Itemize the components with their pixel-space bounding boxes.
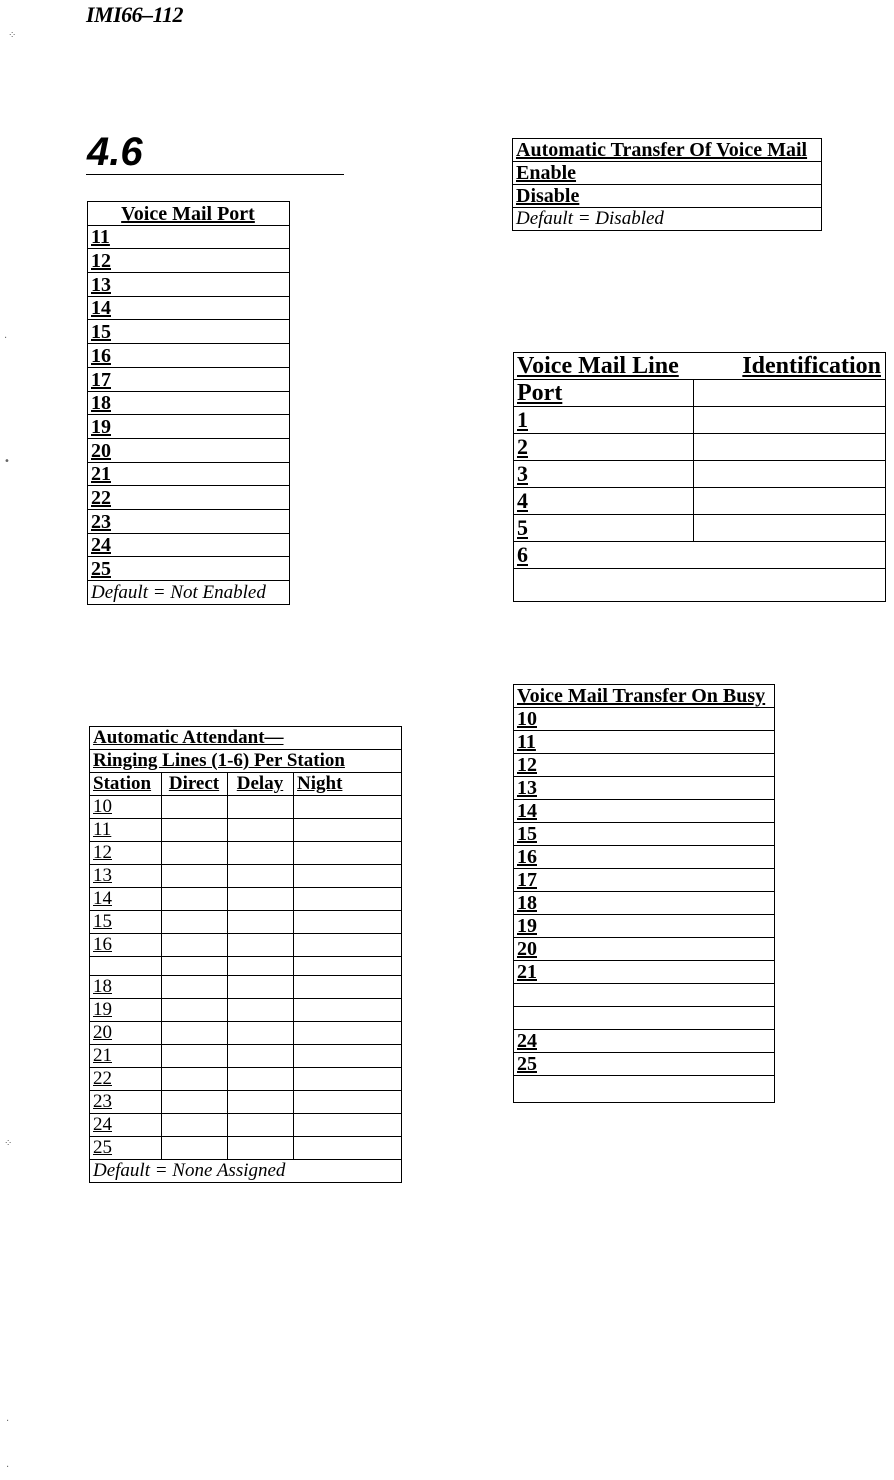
transfer-on-busy-row[interactable]: 17 [514, 869, 775, 892]
port-cell: 2 [514, 434, 694, 461]
automatic-attendant-subtitle: Ringing Lines (1-6) Per Station [90, 750, 402, 773]
table-row [90, 934, 402, 957]
transfer-on-busy-row[interactable]: 15 [514, 823, 775, 846]
station-cell: 24 [90, 1114, 162, 1137]
voice-mail-port-row[interactable]: 21 [88, 462, 290, 486]
auto-transfer-voice-mail-table [512, 138, 822, 231]
port-cell: 1 [514, 407, 694, 434]
station-cell: 12 [90, 842, 162, 865]
delay-cell[interactable] [228, 865, 294, 888]
section-divider [86, 174, 344, 175]
table-row [90, 1091, 402, 1114]
table-row [90, 796, 402, 819]
night-cell[interactable] [294, 1045, 402, 1068]
night-cell[interactable] [294, 1114, 402, 1137]
station-cell: 10 [90, 796, 162, 819]
direct-cell[interactable] [162, 957, 228, 976]
transfer-on-busy-row[interactable] [514, 1076, 775, 1103]
voice-mail-port-row[interactable]: 15 [88, 320, 290, 344]
station-cell: 15 [90, 911, 162, 934]
table-row [90, 819, 402, 842]
station-cell: 22 [90, 1068, 162, 1091]
column-header-port: Port [514, 380, 694, 407]
station-cell: 18 [90, 976, 162, 999]
table-row [90, 888, 402, 911]
night-cell[interactable] [294, 1068, 402, 1091]
voice-mail-port-row[interactable]: 20 [88, 438, 290, 462]
direct-cell[interactable] [162, 976, 228, 999]
column-header-direct: Direct [162, 773, 228, 796]
direct-cell[interactable] [162, 1022, 228, 1045]
transfer-on-busy-row[interactable]: 13 [514, 777, 775, 800]
identification-cell[interactable] [694, 461, 886, 488]
voice-mail-port-row[interactable]: 25 [88, 557, 290, 581]
direct-cell[interactable] [162, 842, 228, 865]
delay-cell[interactable] [228, 957, 294, 976]
port-cell: 5 [514, 515, 694, 542]
voice-mail-port-table [87, 201, 290, 605]
night-cell[interactable] [294, 1022, 402, 1045]
direct-cell[interactable] [162, 865, 228, 888]
station-cell: 25 [90, 1137, 162, 1160]
transfer-on-busy-row[interactable]: 18 [514, 892, 775, 915]
table-row [90, 1022, 402, 1045]
port-cell: 6 [514, 542, 886, 569]
night-cell[interactable] [294, 1091, 402, 1114]
transfer-on-busy-row[interactable]: 25 [514, 1053, 775, 1076]
delay-cell[interactable] [228, 911, 294, 934]
direct-cell[interactable] [162, 1068, 228, 1091]
transfer-on-busy-row[interactable]: 14 [514, 800, 775, 823]
voice-mail-line-title: Voice Mail Line [514, 353, 694, 380]
station-cell: 19 [90, 999, 162, 1022]
column-header-station: Station [90, 773, 162, 796]
voice-mail-port-row[interactable]: 19 [88, 415, 290, 439]
station-cell: 16 [90, 934, 162, 957]
blank-row [514, 569, 886, 602]
column-header-night: Night [294, 773, 402, 796]
delay-cell[interactable] [228, 999, 294, 1022]
direct-cell[interactable] [162, 796, 228, 819]
voice-mail-port-row[interactable]: 24 [88, 533, 290, 557]
disable-option[interactable]: Disable [513, 185, 822, 208]
voice-mail-port-default-note: Default = Not Enabled [88, 581, 290, 605]
night-cell[interactable] [294, 934, 402, 957]
identification-header-cell [694, 380, 886, 407]
delay-cell[interactable] [228, 888, 294, 911]
transfer-on-busy-row[interactable]: 10 [514, 708, 775, 731]
voice-mail-port-row[interactable]: 12 [88, 249, 290, 273]
identification-cell[interactable] [694, 407, 886, 434]
section-number: 4.6 [87, 130, 143, 174]
enable-option[interactable]: Enable [513, 162, 822, 185]
column-header-delay: Delay [228, 773, 294, 796]
transfer-on-busy-row[interactable]: 19 [514, 915, 775, 938]
scan-speck: • [4, 456, 10, 467]
transfer-on-busy-row[interactable] [514, 984, 775, 1007]
scan-speck: · [4, 333, 8, 344]
table-row [90, 999, 402, 1022]
voice-mail-port-row[interactable]: 11 [88, 225, 290, 249]
table-row [514, 488, 886, 515]
delay-cell[interactable] [228, 1022, 294, 1045]
auto-transfer-default-note: Default = Disabled [513, 208, 822, 231]
port-cell: 3 [514, 461, 694, 488]
station-cell: 14 [90, 888, 162, 911]
voice-mail-port-row[interactable]: 23 [88, 509, 290, 533]
table-row [514, 407, 886, 434]
direct-cell[interactable] [162, 1137, 228, 1160]
direct-cell[interactable] [162, 1045, 228, 1068]
voice-mail-transfer-on-busy-table [513, 684, 775, 1103]
transfer-on-busy-row[interactable]: 11 [514, 731, 775, 754]
voice-mail-port-row[interactable]: 14 [88, 296, 290, 320]
document-id: IMI66–112 [86, 2, 183, 27]
table-row [90, 865, 402, 888]
night-cell[interactable] [294, 1137, 402, 1160]
voice-mail-port-row[interactable]: 13 [88, 273, 290, 297]
scan-speck: · [6, 1462, 10, 1473]
direct-cell[interactable] [162, 819, 228, 842]
transfer-on-busy-row[interactable]: 16 [514, 846, 775, 869]
voice-mail-port-row[interactable]: 22 [88, 486, 290, 510]
direct-cell[interactable] [162, 934, 228, 957]
night-cell[interactable] [294, 842, 402, 865]
transfer-on-busy-row[interactable]: 21 [514, 961, 775, 984]
night-cell[interactable] [294, 888, 402, 911]
delay-cell[interactable] [228, 1137, 294, 1160]
transfer-on-busy-row[interactable] [514, 1007, 775, 1030]
station-cell: 13 [90, 865, 162, 888]
port-cell: 4 [514, 488, 694, 515]
scan-speck: · [6, 1416, 10, 1427]
identification-cell[interactable] [694, 434, 886, 461]
identification-cell[interactable] [694, 515, 886, 542]
table-row [90, 976, 402, 999]
delay-cell[interactable] [228, 842, 294, 865]
identification-title: Identification [694, 353, 886, 380]
voice-mail-line-identification-table [513, 352, 886, 602]
night-cell[interactable] [294, 911, 402, 934]
auto-transfer-title: Automatic Transfer Of Voice Mail [513, 139, 822, 162]
voice-mail-port-row[interactable]: 17 [88, 367, 290, 391]
direct-cell[interactable] [162, 888, 228, 911]
night-cell[interactable] [294, 976, 402, 999]
table-row [90, 1045, 402, 1068]
delay-cell[interactable] [228, 1045, 294, 1068]
automatic-attendant-table [89, 726, 402, 1183]
delay-cell[interactable] [228, 976, 294, 999]
delay-cell[interactable] [228, 796, 294, 819]
transfer-on-busy-row[interactable]: 12 [514, 754, 775, 777]
scan-speck: ⁘ [8, 30, 17, 41]
delay-cell[interactable] [228, 934, 294, 957]
direct-cell[interactable] [162, 1091, 228, 1114]
delay-cell[interactable] [228, 1091, 294, 1114]
table-row [514, 461, 886, 488]
transfer-on-busy-row[interactable]: 24 [514, 1030, 775, 1053]
delay-cell[interactable] [228, 1068, 294, 1091]
transfer-on-busy-title: Voice Mail Transfer On Busy [514, 685, 775, 708]
table-row [90, 911, 402, 934]
identification-cell[interactable] [694, 488, 886, 515]
night-cell[interactable] [294, 796, 402, 819]
table-row [514, 434, 886, 461]
voice-mail-port-row[interactable]: 16 [88, 344, 290, 368]
table-row [90, 842, 402, 865]
transfer-on-busy-row[interactable]: 20 [514, 938, 775, 961]
delay-cell[interactable] [228, 819, 294, 842]
station-cell [90, 957, 162, 976]
night-cell[interactable] [294, 865, 402, 888]
station-cell: 21 [90, 1045, 162, 1068]
table-row [90, 1137, 402, 1160]
direct-cell[interactable] [162, 999, 228, 1022]
direct-cell[interactable] [162, 1114, 228, 1137]
table-row [514, 542, 886, 569]
night-cell[interactable] [294, 819, 402, 842]
table-row [90, 1068, 402, 1091]
table-row [90, 957, 402, 976]
night-cell[interactable] [294, 957, 402, 976]
station-cell: 20 [90, 1022, 162, 1045]
automatic-attendant-default-note: Default = None Assigned [90, 1160, 402, 1183]
table-row [90, 1114, 402, 1137]
night-cell[interactable] [294, 999, 402, 1022]
station-cell: 23 [90, 1091, 162, 1114]
direct-cell[interactable] [162, 911, 228, 934]
voice-mail-port-title: Voice Mail Port [88, 202, 290, 226]
station-cell: 11 [90, 819, 162, 842]
scan-speck: ⁘ [4, 1138, 13, 1149]
table-row [514, 515, 886, 542]
automatic-attendant-title: Automatic Attendant— [90, 727, 402, 750]
delay-cell[interactable] [228, 1114, 294, 1137]
voice-mail-port-row[interactable]: 18 [88, 391, 290, 415]
